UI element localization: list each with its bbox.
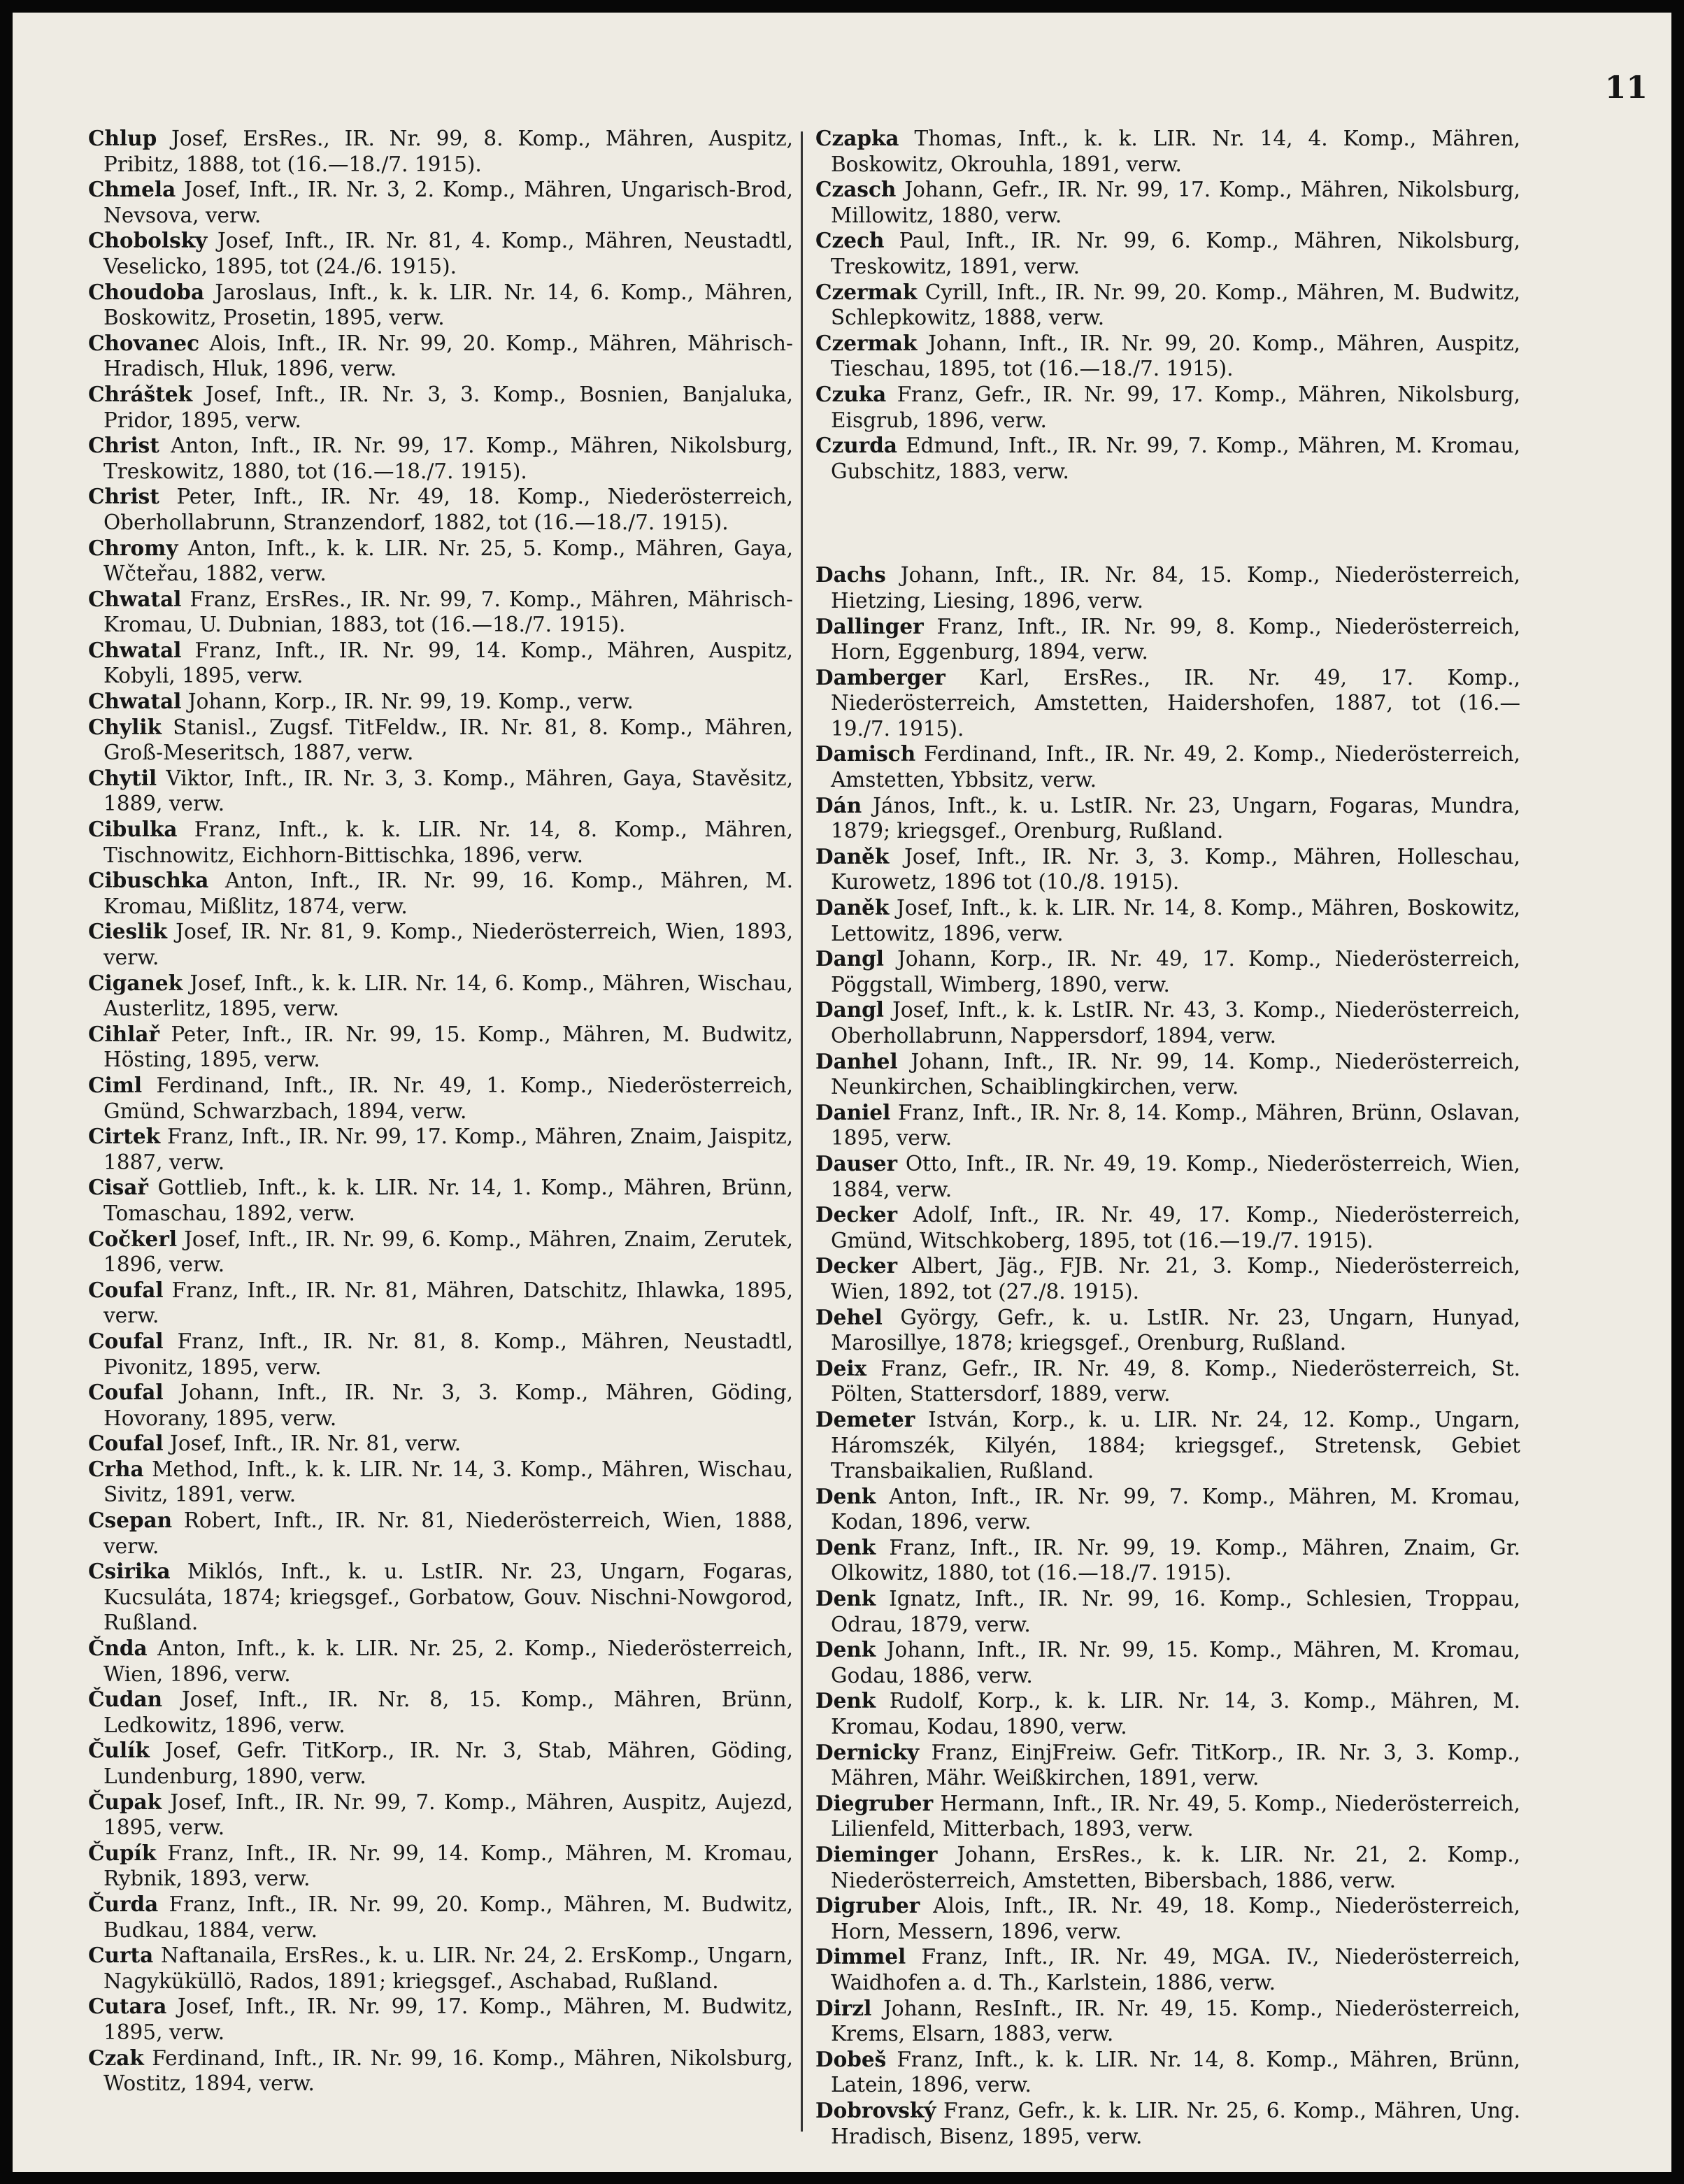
list-entry (815, 331, 1520, 382)
list-entry (88, 1892, 793, 1943)
entry-details: Peter, Inft., IR. Nr. 49, 18. Komp., Niederösterreich, Oberhollabrunn, Stranzendorf, 1882, tot (16.—18./7. 1915). (104, 485, 793, 534)
list-entry (815, 997, 1520, 1048)
list-entry (815, 1791, 1520, 1842)
entry-surname: Dallinger (815, 613, 924, 638)
list-entry (815, 793, 1520, 844)
entry-details: Johann, Korp., IR. Nr. 49, 17. Komp., Niederösterreich, Pöggstall, Wimberg, 1890, verw. (831, 947, 1520, 997)
entry-details: Viktor, Inft., IR. Nr. 3, 3. Komp., Mähren, Gaya, Stavěsitz, 1889, verw. (104, 766, 793, 816)
entry-surname: Christ (88, 433, 159, 458)
entry-details: Thomas, Inft., k. k. LIR. Nr. 14, 4. Komp., Mähren, Boskowitz, Okrouhla, 1891, verw. (831, 127, 1520, 176)
list-entry (815, 1842, 1520, 1893)
list-entry (815, 280, 1520, 331)
entry-surname: Čudan (88, 1687, 163, 1712)
list-entry (88, 382, 793, 433)
entry-surname: Denk (815, 1586, 876, 1611)
entry-details: Josef, Inft., IR. Nr. 99, 17. Komp., Mähren, M. Budwitz, 1895, verw. (104, 1994, 793, 2044)
list-entry (815, 382, 1520, 433)
entry-surname: Deix (815, 1355, 867, 1380)
entry-surname: Dachs (815, 562, 886, 587)
entry-details: Franz, Inft., IR. Nr. 99, 20. Komp., Mähren, M. Budwitz, Budkau, 1884, verw. (104, 1892, 793, 1942)
list-entry (88, 919, 793, 970)
entry-surname: Dobeš (815, 2046, 887, 2071)
entry-surname: Chovanec (88, 330, 200, 355)
entry-details: Franz, Inft., k. k. LIR. Nr. 14, 8. Komp., Mähren, Tischnowitz, Eichhorn-Bittischka, 1896, verw. (104, 818, 793, 867)
entry-surname: Dehel (815, 1304, 883, 1329)
entry-surname: Cočkerl (88, 1226, 178, 1251)
list-entry (88, 484, 793, 535)
entry-surname: Damisch (815, 741, 916, 766)
list-entry (88, 228, 793, 279)
entry-details: Hermann, Inft., IR. Nr. 49, 5. Komp., Niederösterreich, Lilienfeld, Mitterbach, 1893, verw. (831, 1791, 1520, 1841)
entry-surname: Dirzl (815, 1995, 872, 2020)
list-entry (815, 2098, 1520, 2149)
entry-surname: Chwatal (88, 689, 182, 714)
entry-details: Franz, Inft., IR. Nr. 81, 8. Komp., Mähren, Neustadtl, Pivonitz, 1895, verw. (104, 1329, 793, 1379)
entry-details: Franz, Gefr., IR. Nr. 49, 8. Komp., Niederösterreich, St. Pölten, Stattersdorf, 1889, verw. (831, 1356, 1520, 1406)
entry-details: Josef, ErsRes., IR. Nr. 99, 8. Komp., Mähren, Auspitz, Pribitz, 1888, tot (16.—18./7. 1915). (104, 127, 793, 176)
entry-details: Albert, Jäg., FJB. Nr. 21, 3. Komp., Niederösterreich, Wien, 1892, tot (27./8. 1915). (831, 1254, 1520, 1304)
list-entry (88, 1508, 793, 1559)
list-entry (815, 1586, 1520, 1637)
entry-details: Miklós, Inft., k. u. LstIR. Nr. 23, Ungarn, Fogaras, Kucsuláta, 1874; kriegsgef., Gorbatow, Gouv. Nischni-Nowgorod, Rußland. (104, 1560, 793, 1635)
list-entry (88, 689, 793, 715)
list-entry (88, 638, 793, 689)
entry-details: Rudolf, Korp., k. k. LIR. Nr. 14, 3. Komp., Mähren, M. Kromau, Kodau, 1890, verw. (831, 1689, 1520, 1739)
entry-surname: Denk (815, 1483, 876, 1508)
entry-details: Ferdinand, Inft., IR. Nr. 99, 16. Komp., Mähren, Nikolsburg, Wostitz, 1894, verw. (104, 2046, 793, 2096)
entry-details: Adolf, Inft., IR. Nr. 49, 17. Komp., Niederösterreich, Gmünd, Witschkoberg, 1895, tot (16.—19./7. 1915). (831, 1203, 1520, 1252)
entry-details: Josef, Inft., IR. Nr. 3, 3. Komp., Mähren, Holleschau, Kurowetz, 1896 tot (10./8. 1915). (831, 844, 1520, 894)
entry-details: Johann, Inft., IR. Nr. 3, 3. Komp., Mähren, Göding, Hovorany, 1895, verw. (104, 1380, 793, 1430)
list-entry (88, 331, 793, 382)
list-entry (815, 1253, 1520, 1304)
entry-details: Josef, Inft., IR. Nr. 99, 7. Komp., Mähren, Auspitz, Aujezd, 1895, verw. (104, 1790, 793, 1840)
list-entry (815, 1356, 1520, 1407)
entry-details: Franz, ErsRes., IR. Nr. 99, 7. Komp., Mähren, Mährisch-Kromau, U. Dubnian, 1883, tot (16.—18./7. 1915). (104, 587, 793, 637)
entry-surname: Choudoba (88, 279, 205, 304)
entry-details: Franz, Inft., IR. Nr. 8, 14. Komp., Mähren, Brünn, Oslavan, 1895, verw. (831, 1100, 1520, 1150)
list-entry (88, 817, 793, 868)
list-entry (88, 766, 793, 817)
entry-surname: Cibulka (88, 817, 178, 842)
list-entry (815, 2047, 1520, 2098)
entry-details: Johann, Korp., IR. Nr. 99, 19. Komp., verw. (187, 690, 634, 714)
entry-surname: Cibuschka (88, 868, 209, 893)
list-entry (815, 126, 1520, 177)
list-entry (88, 1790, 793, 1841)
entry-details: Anton, Inft., IR. Nr. 99, 16. Komp., Mähren, M. Kromau, Mißlitz, 1874, verw. (104, 869, 793, 918)
entry-details: Franz, Inft., IR. Nr. 99, 14. Komp., Mähren, Auspitz, Kobyli, 1895, verw. (104, 638, 793, 688)
entry-surname: Daněk (815, 895, 890, 920)
entry-surname: Decker (815, 1253, 898, 1278)
list-entry (88, 1278, 793, 1329)
entry-surname: Dieminger (815, 1842, 938, 1867)
entry-details: Alois, Inft., IR. Nr. 99, 20. Komp., Mähren, Mährisch-Hradisch, Hluk, 1896, verw. (104, 331, 793, 381)
list-entry (88, 1687, 793, 1738)
entry-surname: Cieslik (88, 919, 167, 944)
entry-details: Anton, Inft., IR. Nr. 99, 17. Komp., Mähren, Nikolsburg, Treskowitz, 1880, tot (16.—18./7. 1915). (104, 434, 793, 483)
entry-surname: Christ (88, 484, 159, 509)
entry-details: Johann, Inft., IR. Nr. 99, 20. Komp., Mähren, Auspitz, Tieschau, 1895, tot (16.—18./7. 1915). (831, 331, 1520, 381)
entry-surname: Čupak (88, 1789, 162, 1814)
list-entry (815, 1637, 1520, 1688)
list-entry (815, 1740, 1520, 1791)
entry-surname: Coufal (88, 1380, 164, 1405)
entry-surname: Czapka (815, 126, 899, 150)
entry-surname: Denk (815, 1534, 876, 1560)
list-entry (815, 1407, 1520, 1484)
list-entry (88, 1329, 793, 1380)
entry-details: Franz, Inft., k. k. LIR. Nr. 14, 8. Komp., Mähren, Brünn, Latein, 1896, verw. (831, 2047, 1520, 2097)
entry-surname: Coufal (88, 1328, 164, 1353)
entry-surname: Cisař (88, 1175, 148, 1200)
entry-details: Franz, Gefr., k. k. LIR. Nr. 25, 6. Komp., Mähren, Ung. Hradisch, Bisenz, 1895, verw. (831, 2098, 1520, 2148)
list-entry (815, 844, 1520, 895)
list-entry (815, 1305, 1520, 1356)
entry-surname: Denk (815, 1688, 876, 1713)
list-entry (88, 1431, 793, 1457)
entry-details: Franz, Inft., IR. Nr. 99, 17. Komp., Mähren, Znaim, Jaispitz, 1887, verw. (104, 1125, 793, 1174)
list-entry (88, 1380, 793, 1431)
entry-details: Johann, Inft., IR. Nr. 99, 15. Komp., Mähren, M. Kromau, Godau, 1886, verw. (831, 1638, 1520, 1687)
list-entry (815, 946, 1520, 997)
entry-details: Johann, Gefr., IR. Nr. 99, 17. Komp., Mähren, Nikolsburg, Millowitz, 1880, verw. (831, 178, 1520, 227)
entry-details: Josef, Inft., IR. Nr. 99, 6. Komp., Mähren, Znaim, Zerutek, 1896, verw. (104, 1227, 793, 1277)
entry-surname: Cirtek (88, 1124, 161, 1149)
entry-surname: Cihlař (88, 1021, 159, 1046)
entry-details: Josef, Inft., k. k. LstIR. Nr. 43, 3. Komp., Niederösterreich, Oberhollabrunn, Nappersdorf, 1894, verw. (831, 998, 1520, 1048)
entry-surname: Czech (815, 228, 885, 253)
list-entry (88, 1994, 793, 2045)
entry-details: Josef, Inft., IR. Nr. 8, 15. Komp., Mähren, Brünn, Ledkowitz, 1896, verw. (104, 1687, 793, 1737)
entry-details: Franz, Inft., IR. Nr. 99, 8. Komp., Niederösterreich, Horn, Eggenburg, 1894, verw. (831, 614, 1520, 664)
entry-details: Johann, Inft., IR. Nr. 99, 14. Komp., Niederösterreich, Neunkirchen, Schaiblingkirchen, verw. (831, 1049, 1520, 1099)
list-entry (815, 228, 1520, 279)
entry-details: Anton, Inft., k. k. LIR. Nr. 25, 5. Komp., Mähren, Gaya, Wčteřau, 1882, verw. (104, 536, 793, 586)
left-column (88, 126, 793, 2097)
entry-surname: Demeter (815, 1406, 915, 1432)
entry-surname: Čnda (88, 1636, 148, 1661)
section-d-entries (815, 562, 1520, 2149)
list-entry (88, 1457, 793, 1508)
entry-details: Josef, Inft., IR. Nr. 3, 2. Komp., Mähren, Ungarisch-Brod, Nevsova, verw. (104, 178, 793, 227)
entry-surname: Coufal (88, 1431, 164, 1456)
list-entry (815, 1484, 1520, 1535)
entry-surname: Csepan (88, 1508, 173, 1533)
entry-details: Paul, Inft., IR. Nr. 99, 6. Komp., Mähren, Nikolsburg, Treskowitz, 1891, verw. (831, 229, 1520, 278)
list-entry (88, 1175, 793, 1226)
page-number: 11 (1604, 70, 1648, 106)
entry-surname: Cutara (88, 1994, 167, 2019)
right-column (815, 126, 1520, 2149)
entry-surname: Czasch (815, 177, 897, 202)
entry-details: Franz, Inft., IR. Nr. 49, MGA. IV., Niederösterreich, Waidhofen a. d. Th., Karlstein, 1886, verw. (831, 1945, 1520, 1994)
entry-details: Johann, ResInft., IR. Nr. 49, 15. Komp., Niederösterreich, Krems, Elsarn, 1883, verw. (831, 1996, 1520, 2046)
entry-surname: Curta (88, 1943, 154, 1968)
entry-surname: Decker (815, 1202, 898, 1227)
list-entry (815, 1893, 1520, 1944)
list-entry (88, 1073, 793, 1124)
entry-surname: Crha (88, 1456, 144, 1481)
entry-surname: Denk (815, 1637, 876, 1662)
list-entry (815, 665, 1520, 742)
entry-surname: Dimmel (815, 1944, 906, 1969)
entry-surname: Čulík (88, 1738, 150, 1763)
entry-surname: Chlup (88, 126, 157, 150)
entry-surname: Czuka (815, 381, 887, 406)
entry-surname: Diegruber (815, 1790, 934, 1815)
entry-details: Josef, Inft., k. k. LIR. Nr. 14, 8. Komp., Mähren, Boskowitz, Lettowitz, 1896, verw. (831, 896, 1520, 945)
entry-surname: Chobolsky (88, 228, 208, 253)
entry-surname: Chwatal (88, 637, 182, 662)
list-entry (88, 715, 793, 766)
entry-surname: Daniel (815, 1099, 891, 1125)
entry-surname: Czermak (815, 330, 918, 355)
list-entry (88, 1022, 793, 1073)
list-entry (815, 1049, 1520, 1100)
list-entry (88, 1738, 793, 1789)
list-entry (815, 1535, 1520, 1586)
entry-details: Franz, Inft., IR. Nr. 99, 14. Komp., Mähren, M. Kromau, Rybnik, 1893, verw. (104, 1841, 793, 1891)
list-entry (88, 433, 793, 484)
list-entry (815, 1944, 1520, 1995)
entry-details: István, Korp., k. u. LIR. Nr. 24, 12. Komp., Ungarn, Háromszék, Kilyén, 1884; kriegsgef., Stretensk, Gebiet Transbaikalien, Rußland. (831, 1407, 1520, 1483)
entry-details: János, Inft., k. u. LstIR. Nr. 23, Ungarn, Fogaras, Mundra, 1879; kriegsgef., Orenburg, Rußland. (831, 793, 1520, 843)
list-entry (88, 1227, 793, 1278)
entry-details: Josef, IR. Nr. 81, 9. Komp., Niederösterreich, Wien, 1893, verw. (104, 920, 793, 969)
entry-details: Naftanaila, ErsRes., k. u. LIR. Nr. 24, 2. ErsKomp., Ungarn, Nagyküküllö, Rados, 1891; kriegsgef., Aschabad, Rußland. (104, 1943, 793, 1993)
entry-details: Franz, Gefr., IR. Nr. 99, 17. Komp., Mähren, Nikolsburg, Eisgrub, 1896, verw. (831, 382, 1520, 432)
entry-details: Stanisl., Zugsf. TitFeldw., IR. Nr. 81, 8. Komp., Mähren, Groß-Meseritsch, 1887, verw. (104, 715, 793, 765)
entry-details: Franz, EinjFreiw. Gefr. TitKorp., IR. Nr. 3, 3. Komp., Mähren, Mähr. Weißkirchen, 1891, verw. (831, 1740, 1520, 1790)
list-entry (88, 1124, 793, 1175)
entry-surname: Chráštek (88, 381, 193, 406)
list-entry (88, 126, 793, 177)
entry-surname: Dangl (815, 997, 884, 1022)
entry-details: Anton, Inft., IR. Nr. 99, 7. Komp., Mähren, M. Kromau, Kodan, 1896, verw. (831, 1484, 1520, 1534)
entry-details: Josef, Gefr. TitKorp., IR. Nr. 3, Stab, Mähren, Göding, Lundenburg, 1890, verw. (104, 1739, 793, 1788)
list-entry (88, 1559, 793, 1636)
list-entry (88, 868, 793, 919)
entry-surname: Daněk (815, 843, 890, 869)
entry-surname: Ciml (88, 1072, 143, 1097)
list-entry (815, 1688, 1520, 1739)
entry-surname: Chromy (88, 535, 178, 560)
list-entry (815, 1996, 1520, 2047)
entry-details: Josef, Inft., IR. Nr. 81, 4. Komp., Mähren, Neustadtl, Veselicko, 1895, tot (24./6. 1915). (104, 229, 793, 278)
entry-surname: Chylik (88, 714, 162, 739)
list-entry (88, 536, 793, 587)
list-entry (815, 177, 1520, 228)
entry-details: Josef, Inft., IR. Nr. 81, verw. (170, 1432, 462, 1456)
entry-details: Peter, Inft., IR. Nr. 99, 15. Komp., Mähren, M. Budwitz, Hösting, 1895, verw. (104, 1022, 793, 1072)
entry-details: Alois, Inft., IR. Nr. 49, 18. Komp., Niederösterreich, Horn, Messern, 1896, verw. (831, 1894, 1520, 1943)
entry-surname: Dernicky (815, 1739, 920, 1764)
entry-surname: Chwatal (88, 586, 182, 611)
entry-details: Franz, Inft., IR. Nr. 81, Mähren, Datschitz, Ihlawka, 1895, verw. (104, 1278, 793, 1328)
entry-surname: Czermak (815, 279, 918, 304)
entry-surname: Czak (88, 2045, 144, 2070)
entry-details: Edmund, Inft., IR. Nr. 99, 7. Komp., Mähren, M. Kromau, Gubschitz, 1883, verw. (831, 434, 1520, 483)
list-entry (88, 177, 793, 228)
list-entry (815, 741, 1520, 792)
list-entry (815, 1100, 1520, 1151)
entry-details: Karl, ErsRes., IR. Nr. 49, 17. Komp., Niederösterreich, Amstetten, Haidershofen, 1887, tot (16.—19./7. 1915). (831, 665, 1520, 741)
entry-surname: Ciganek (88, 970, 183, 995)
entry-surname: Damberger (815, 664, 946, 690)
entry-details: György, Gefr., k. u. LstIR. Nr. 23, Ungarn, Hunyad, Marosillye, 1878; kriegsgef., Orenburg, Rußland. (831, 1305, 1520, 1355)
section-c-entries (815, 126, 1520, 484)
entry-details: Jaroslaus, Inft., k. k. LIR. Nr. 14, 6. Komp., Mähren, Boskowitz, Prosetin, 1895, verw. (104, 280, 793, 330)
column-divider (801, 131, 803, 2132)
entry-surname: Dán (815, 792, 862, 818)
list-entry (88, 1841, 793, 1892)
entry-surname: Čurda (88, 1891, 159, 1916)
list-entry (88, 587, 793, 638)
list-entry (88, 1943, 793, 1994)
document-page (13, 13, 1671, 2172)
list-entry (88, 971, 793, 1022)
list-entry (88, 280, 793, 331)
entry-details: Ferdinand, Inft., IR. Nr. 49, 1. Komp., Niederösterreich, Gmünd, Schwarzbach, 1894, verw. (104, 1073, 793, 1123)
entry-details: Method, Inft., k. k. LIR. Nr. 14, 3. Komp., Mähren, Wischau, Sivitz, 1891, verw. (104, 1457, 793, 1507)
entry-surname: Dauser (815, 1150, 898, 1176)
entry-surname: Čupík (88, 1840, 157, 1865)
entry-details: Anton, Inft., k. k. LIR. Nr. 25, 2. Komp., Niederösterreich, Wien, 1896, verw. (104, 1636, 793, 1686)
entry-surname: Danhel (815, 1048, 898, 1073)
list-entry (88, 1636, 793, 1687)
section-gap (815, 484, 1520, 562)
entry-details: Ferdinand, Inft., IR. Nr. 49, 2. Komp., Niederösterreich, Amstetten, Ybbsitz, verw. (831, 742, 1520, 792)
list-entry (815, 562, 1520, 613)
entry-surname: Dangl (815, 946, 884, 971)
list-entry (815, 614, 1520, 665)
entry-details: Johann, ErsRes., k. k. LIR. Nr. 21, 2. Komp., Niederösterreich, Amstetten, Bibersbach, 1886, verw. (831, 1843, 1520, 1892)
entry-details: Robert, Inft., IR. Nr. 81, Niederösterreich, Wien, 1888, verw. (104, 1508, 793, 1558)
entry-surname: Chytil (88, 765, 157, 790)
entry-surname: Coufal (88, 1277, 164, 1302)
entry-surname: Csirika (88, 1559, 171, 1584)
list-entry (815, 1151, 1520, 1202)
list-entry (815, 1202, 1520, 1253)
entry-details: Johann, Inft., IR. Nr. 84, 15. Komp., Niederösterreich, Hietzing, Liesing, 1896, verw. (831, 563, 1520, 613)
entry-surname: Digruber (815, 1893, 920, 1918)
entry-details: Franz, Inft., IR. Nr. 99, 19. Komp., Mähren, Znaim, Gr. Olkowitz, 1880, tot (16.—18./7. 1915). (831, 1535, 1520, 1585)
list-entry (815, 433, 1520, 484)
entry-details: Cyrill, Inft., IR. Nr. 99, 20. Komp., Mähren, M. Budwitz, Schlepkowitz, 1888, verw. (831, 280, 1520, 330)
entry-surname: Czurda (815, 433, 897, 458)
entry-details: Gottlieb, Inft., k. k. LIR. Nr. 14, 1. Komp., Mähren, Brünn, Tomaschau, 1892, verw. (104, 1176, 793, 1225)
list-entry (815, 895, 1520, 946)
entry-details: Josef, Inft., IR. Nr. 3, 3. Komp., Bosnien, Banjaluka, Pridor, 1895, verw. (104, 382, 793, 432)
entry-surname: Dobrovský (815, 2097, 936, 2122)
entry-details: Otto, Inft., IR. Nr. 49, 19. Komp., Niederösterreich, Wien, 1884, verw. (831, 1151, 1520, 1201)
entry-details: Josef, Inft., k. k. LIR. Nr. 14, 6. Komp., Mähren, Wischau, Austerlitz, 1895, verw. (104, 971, 793, 1021)
entry-surname: Chmela (88, 177, 176, 202)
entry-details: Ignatz, Inft., IR. Nr. 99, 16. Komp., Schlesien, Troppau, Odrau, 1879, verw. (831, 1587, 1520, 1636)
list-entry (88, 2046, 793, 2097)
